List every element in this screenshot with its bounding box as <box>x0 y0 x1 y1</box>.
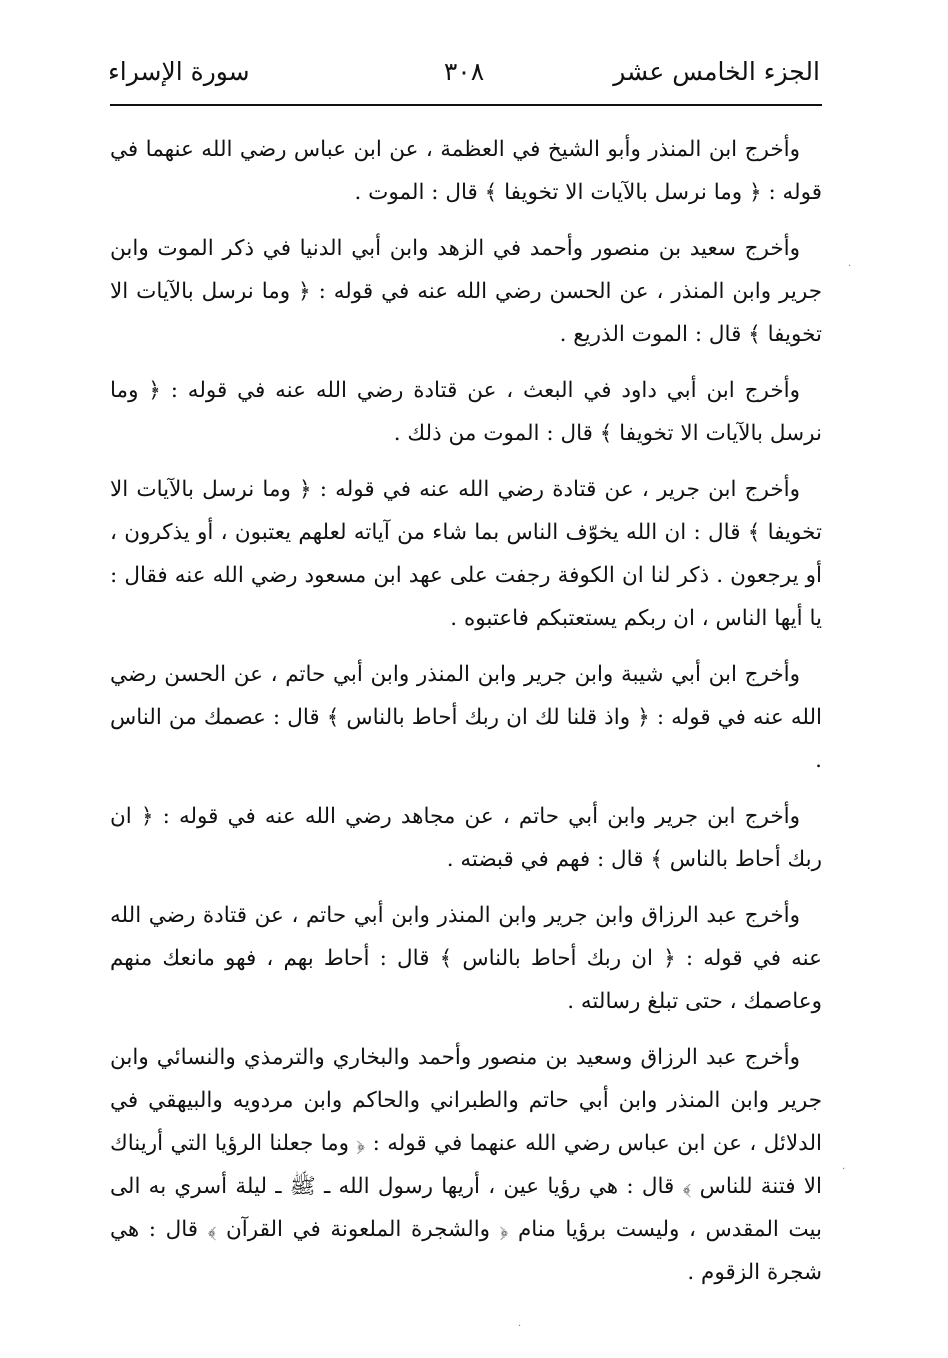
paragraph: وأخرج ابن أبي داود في البعث ، عن قتادة رضي الله عنه في قوله : ﴿ وما نرسل بالآيات الا تخويفا ﴾ قال : الموت من ذلك . <box>110 378 822 446</box>
page-number: ٣٠٨ <box>443 57 485 86</box>
paragraph: وأخرج عبد الرزاق وابن جرير وابن المنذر وابن أبي حاتم ، عن قتادة رضي الله عنه في قوله : ﴿ ان ربك أحاط بالناس ﴾ قال : أحاط بهم ، فهو مانعك منهم وعاصمك ، حتى تبلغ رسالته . <box>110 903 822 1014</box>
paragraph: وأخرج ابن المنذر وأبو الشيخ في العظمة ، عن ابن عباس رضي الله عنهما في قوله : ﴿ وما نرسل بالآيات الا تخويفا ﴾ قال : الموت . <box>110 137 822 205</box>
page-header <box>108 52 820 96</box>
surah-title: سورة الإسراء <box>108 57 250 86</box>
part-title: الجزء الخامس عشر <box>613 57 820 86</box>
paragraph: وأخرج سعيد بن منصور وأحمد في الزهد وابن أبي الدنيا في ذكر الموت وابن جرير وابن المنذر ، عن الحسن رضي الله عنه في قوله : ﴿ وما نرسل بالآيات الا تخويفا ﴾ قال : الموت الذريع . <box>110 236 822 347</box>
header-rule <box>110 104 822 106</box>
page-body <box>110 128 822 1307</box>
paragraph: وأخرج ابن جرير وابن أبي حاتم ، عن مجاهد رضي الله عنه في قوله : ﴿ ان ربك أحاط بالناس ﴾ قال : فهم في قبضته . <box>110 804 822 872</box>
scan-speck: · <box>518 1321 522 1332</box>
paragraph: وأخرج ابن أبي شيبة وابن جرير وابن المنذر وابن أبي حاتم ، عن الحسن رضي الله عنه في قوله : ﴿ واذ قلنا لك ان ربك أحاط بالناس ﴾ قال : عصمك من الناس . <box>110 662 822 773</box>
paragraph: وأخرج ابن جرير ، عن قتادة رضي الله عنه في قوله : ﴿ وما نرسل بالآيات الا تخويفا ﴾ قال : ان الله يخوّف الناس بما شاء من آياته لعلهم يعتبون ، أو يذكرون ، أو يرجعون . ذكر لنا ان الكوفة رجفت على عهد ابن مسعود رضي الله عنه فقال : يا أيها الناس ، ان ربكم يستعتبكم فاعتبوه . <box>110 477 822 631</box>
paragraph: وأخرج عبد الرزاق وسعيد بن منصور وأحمد والبخاري والترمذي والنسائي وابن جرير وابن المنذر وابن أبي حاتم والطبراني والحاكم وابن مردويه والبيهقي في الدلائل ، عن ابن عباس رضي الله عنهما في قوله : ﴿ وما جعلنا الرؤيا التي أريناك الا فتنة للناس ﴾ قال : هي رؤيا عين ، أريها رسول الله ـ ﷺ ـ ليلة أسري به الى بيت المقدس ، وليست برؤيا منام ﴿ والشجرة الملعونة في القرآن ﴾ قال : هي شجرة الزقوم . <box>110 1045 822 1285</box>
scan-speck: · <box>842 1164 846 1175</box>
scan-speck: · <box>848 261 852 272</box>
